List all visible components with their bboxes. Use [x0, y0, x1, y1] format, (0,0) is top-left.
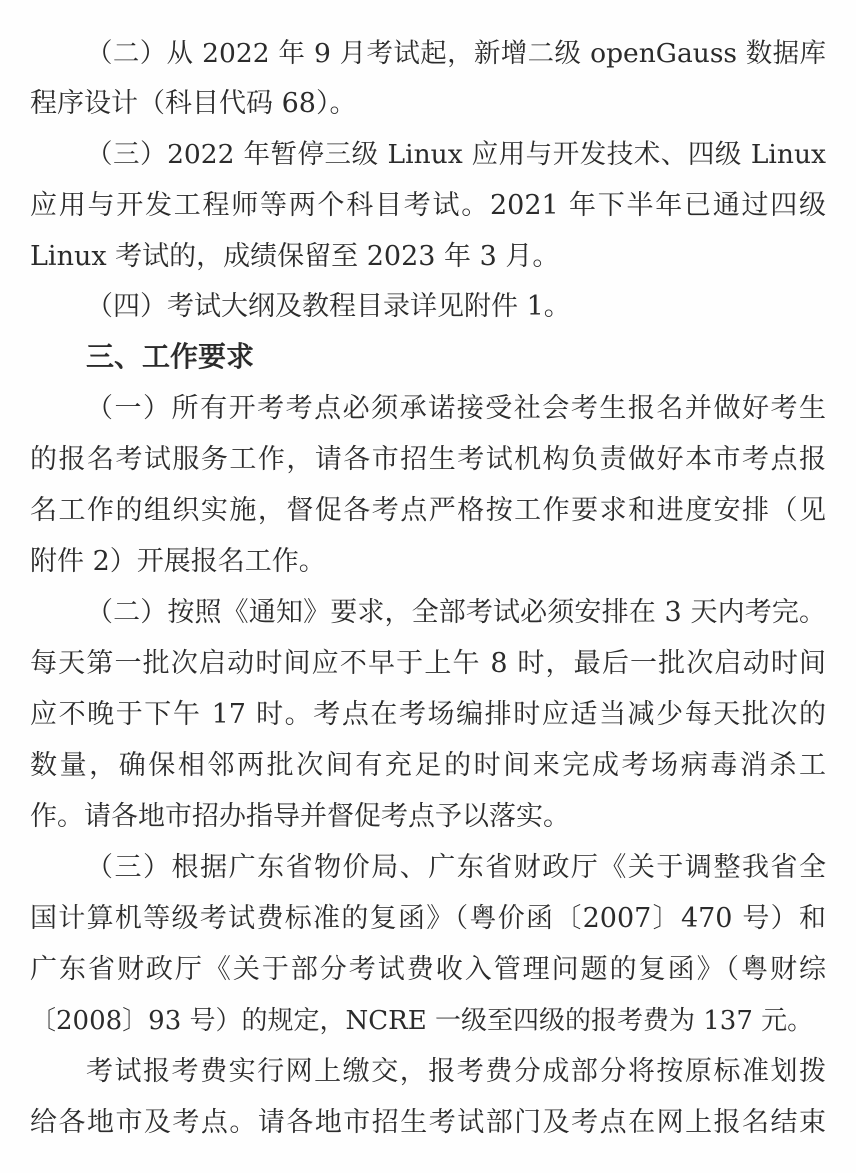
text-line: 广东省财政厅《关于部分考试费收入管理问题的复函》（粤财综: [30, 954, 826, 985]
text-line: 给各地市及考点。请各地市招生考试部门及考点在网上报名结束: [30, 1107, 826, 1138]
text-line: 国计算机等级考试费标准的复函》（粤价函〔2007〕470 号）和: [30, 903, 826, 934]
text-line: 附件 2）开展报名工作。: [30, 546, 326, 577]
text-line: （一）所有开考考点必须承诺接受社会考生报名并做好考生: [86, 393, 826, 424]
text-line: （三）2022 年暂停三级 Linux 应用与开发技术、四级 Linux: [86, 139, 826, 170]
text-line: 〔2008〕93 号）的规定，NCRE 一级至四级的报考费为 137 元。: [30, 1006, 814, 1036]
text-line: 程序设计（科目代码 68）。: [30, 88, 357, 119]
text-line: （三）根据广东省物价局、广东省财政厅《关于调整我省全: [86, 852, 826, 883]
text-line: （四）考试大纲及教程目录详见附件 1。: [86, 291, 571, 322]
text-line: （二）按照《通知》要求，全部考试必须安排在 3 天内考完。: [86, 597, 826, 628]
text-line: 名工作的组织实施，督促各考点严格按工作要求和进度安排（见: [30, 495, 826, 526]
section-heading: 三、工作要求: [86, 340, 255, 373]
text-line: 每天第一批次启动时间应不早于上午 8 时，最后一批次启动时间: [30, 648, 826, 679]
text-line: 应用与开发工程师等两个科目考试。2021 年下半年已通过四级: [30, 190, 826, 221]
text-line: 作。请各地市招办指导并督促考点予以落实。: [30, 801, 570, 832]
text-line: （二）从 2022 年 9 月考试起，新增二级 openGauss 数据库: [86, 38, 826, 69]
text-line: 数量，确保相邻两批次间有充足的时间来完成考场病毒消杀工: [30, 750, 826, 781]
text-line: 应不晚于下午 17 时。考点在考场编排时应适当减少每天批次的: [30, 699, 826, 730]
text-line: 考试报考费实行网上缴交，报考费分成部分将按原标准划拨: [86, 1056, 826, 1087]
text-line: Linux 考试的，成绩保留至 2023 年 3 月。: [30, 241, 560, 272]
text-line: 的报名考试服务工作，请各市招生考试机构负责做好本市考点报: [30, 444, 826, 475]
